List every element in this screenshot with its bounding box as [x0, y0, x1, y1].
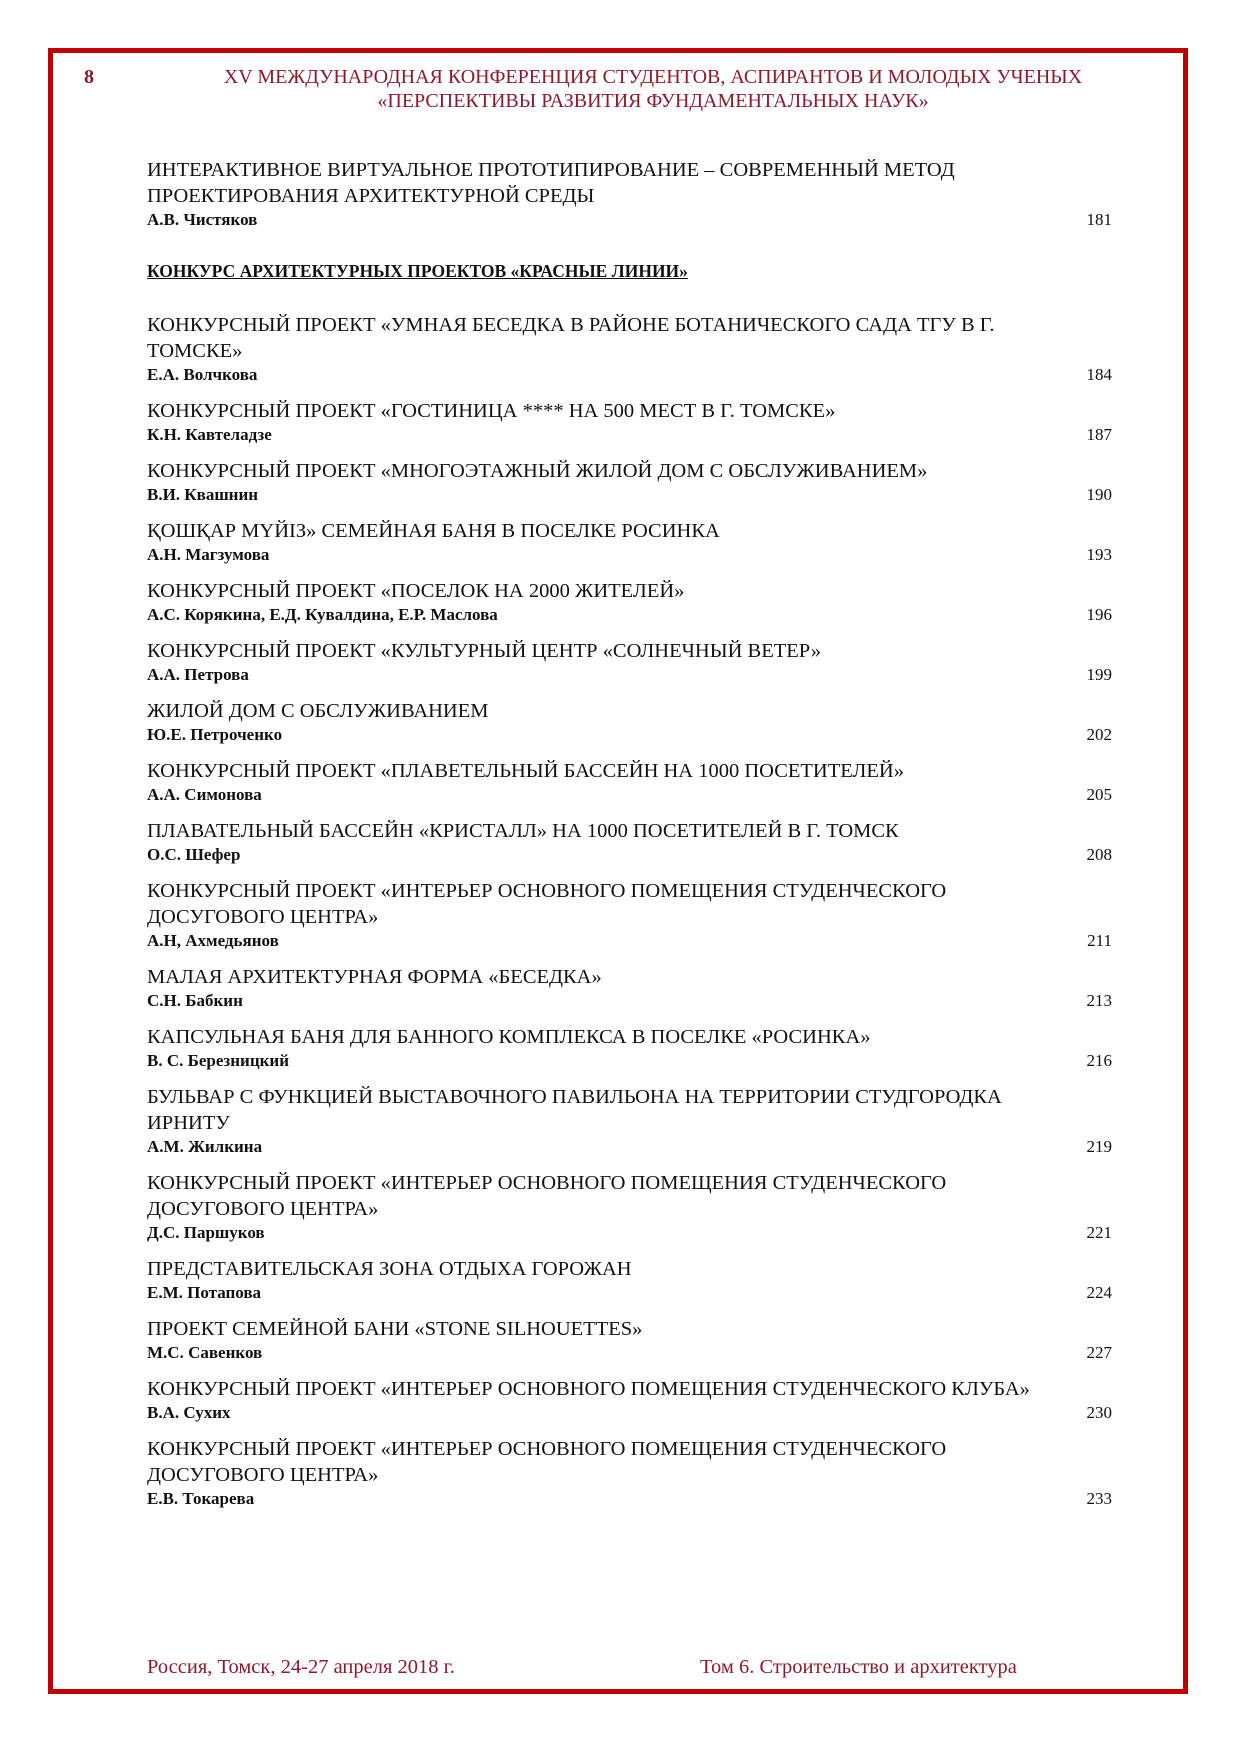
- entry-title: КОНКУРСНЫЙ ПРОЕКТ «МНОГОЭТАЖНЫЙ ЖИЛОЙ ДОМ С ОБСЛУЖИВАНИЕМ»: [147, 460, 928, 482]
- toc-entry[interactable]: [147, 638, 1112, 686]
- entry-author: Е.А. Волчкова: [147, 365, 258, 384]
- page-number: 8: [84, 66, 94, 88]
- entry-page: 224: [1086, 1283, 1112, 1302]
- entry-page: 221: [1086, 1223, 1112, 1242]
- entry-page: 190: [1086, 485, 1112, 504]
- entry-author: А.Н, Ахмедьянов: [147, 931, 279, 950]
- entry-author: К.Н. Кавтеладзе: [147, 425, 272, 444]
- entry-page: 211: [1087, 931, 1112, 950]
- entry-author: А.А. Петрова: [147, 665, 249, 684]
- toc-entry[interactable]: [147, 157, 1112, 231]
- entry-title: ЖИЛОЙ ДОМ С ОБСЛУЖИВАНИЕМ: [147, 700, 489, 722]
- entry-page: 205: [1086, 785, 1112, 804]
- entry-title: КОНКУРСНЫЙ ПРОЕКТ «ИНТЕРЬЕР ОСНОВНОГО ПОМЕЩЕНИЯ СТУДЕНЧЕСКОГО КЛУБА»: [147, 1378, 1030, 1400]
- entry-title: КОНКУРСНЫЙ ПРОЕКТ «ИНТЕРЬЕР ОСНОВНОГО ПОМЕЩЕНИЯ СТУДЕНЧЕСКОГО ДОСУГОВОГО ЦЕНТРА»: [147, 1438, 947, 1486]
- entry-title: ИНТЕРАКТИВНОЕ ВИРТУАЛЬНОЕ ПРОТОТИПИРОВАНИЕ – СОВРЕМЕННЫЙ МЕТОД ПРОЕКТИРОВАНИЯ АРХИТЕКТУРНОЙ СРЕДЫ: [147, 159, 955, 207]
- entry-author: В.А. Сухих: [147, 1403, 231, 1422]
- entry-page: 227: [1086, 1343, 1112, 1362]
- toc-entry[interactable]: [147, 458, 1112, 506]
- toc-entry[interactable]: [147, 518, 1112, 566]
- header-line-1: XV МЕЖДУНАРОДНАЯ КОНФЕРЕНЦИЯ СТУДЕНТОВ, АСПИРАНТОВ И МОЛОДЫХ УЧЕНЫХ: [223, 66, 1083, 88]
- entry-page: 219: [1086, 1137, 1112, 1156]
- toc-entry[interactable]: [147, 1170, 1112, 1244]
- entry-author: А.В. Чистяков: [147, 210, 258, 229]
- entry-title: БУЛЬВАР С ФУНКЦИЕЙ ВЫСТАВОЧНОГО ПАВИЛЬОНА НА ТЕРРИТОРИИ СТУДГОРОДКА ИРНИТУ: [147, 1086, 1002, 1134]
- entry-title: КОНКУРСНЫЙ ПРОЕКТ «ИНТЕРЬЕР ОСНОВНОГО ПОМЕЩЕНИЯ СТУДЕНЧЕСКОГО ДОСУГОВОГО ЦЕНТРА»: [147, 880, 947, 928]
- toc-entry[interactable]: [147, 398, 1112, 446]
- entry-title: ПЛАВАТЕЛЬНЫЙ БАССЕЙН «КРИСТАЛЛ» НА 1000 ПОСЕТИТЕЛЕЙ В Г. ТОМСК: [147, 820, 899, 842]
- entry-title: КОНКУРСНЫЙ ПРОЕКТ «УМНАЯ БЕСЕДКА В РАЙОНЕ БОТАНИЧЕСКОГО САДА ТГУ В Г. ТОМСКЕ»: [147, 314, 995, 362]
- header-line-2: «ПЕРСПЕКТИВЫ РАЗВИТИЯ ФУНДАМЕНТАЛЬНЫХ НАУК»: [377, 90, 929, 112]
- toc-entry[interactable]: [147, 1436, 1112, 1510]
- entry-title: МАЛАЯ АРХИТЕКТУРНАЯ ФОРМА «БЕСЕДКА»: [147, 966, 602, 988]
- entry-author: А.С. Корякина, Е.Д. Кувалдина, Е.Р. Маслова: [147, 605, 498, 624]
- entry-page: 193: [1086, 545, 1112, 564]
- toc-entry[interactable]: [147, 1084, 1112, 1158]
- entry-page: 233: [1086, 1489, 1112, 1508]
- toc-entry[interactable]: [147, 964, 1112, 1012]
- entry-page: 213: [1086, 991, 1112, 1010]
- entry-title: КОНКУРСНЫЙ ПРОЕКТ «ИНТЕРЬЕР ОСНОВНОГО ПОМЕЩЕНИЯ СТУДЕНЧЕСКОГО ДОСУГОВОГО ЦЕНТРА»: [147, 1172, 947, 1220]
- entry-title: КОНКУРСНЫЙ ПРОЕКТ «ПОСЕЛОК НА 2000 ЖИТЕЛЕЙ»: [147, 580, 685, 602]
- entry-author: А.Н. Магзумова: [147, 545, 270, 564]
- toc-entry[interactable]: [147, 1024, 1112, 1072]
- toc-entry[interactable]: [147, 312, 1112, 386]
- toc-entry[interactable]: [147, 578, 1112, 626]
- entry-page: 196: [1086, 605, 1112, 624]
- entry-page: 181: [1086, 210, 1112, 229]
- entry-page: 184: [1086, 365, 1112, 384]
- toc-entry[interactable]: [147, 818, 1112, 866]
- section-title: КОНКУРС АРХИТЕКТУРНЫХ ПРОЕКТОВ «КРАСНЫЕ ЛИНИИ»: [147, 261, 688, 281]
- entry-page: 187: [1086, 425, 1112, 444]
- toc-entry[interactable]: [147, 878, 1112, 952]
- entry-author: О.С. Шефер: [147, 845, 241, 864]
- entry-title: КОНКУРСНЫЙ ПРОЕКТ «ПЛАВЕТЕЛЬНЫЙ БАССЕЙН НА 1000 ПОСЕТИТЕЛЕЙ»: [147, 760, 904, 782]
- entry-author: Д.С. Паршуков: [147, 1223, 265, 1242]
- entry-author: Е.В. Токарева: [147, 1489, 255, 1508]
- entry-list: [147, 312, 1112, 1510]
- entry-title: КОНКУРСНЫЙ ПРОЕКТ «КУЛЬТУРНЫЙ ЦЕНТР «СОЛНЕЧНЫЙ ВЕТЕР»: [147, 640, 821, 662]
- running-header: [150, 65, 1156, 113]
- entry-author: Ю.Е. Петроченко: [147, 725, 283, 744]
- footer-volume: Том 6. Строительство и архитектура: [700, 1656, 1017, 1678]
- table-of-contents: [147, 157, 1112, 1510]
- footer-location-date: Россия, Томск, 24-27 апреля 2018 г.: [147, 1656, 455, 1678]
- entry-page: 199: [1086, 665, 1112, 684]
- toc-entry[interactable]: [147, 1256, 1112, 1304]
- entry-page: 230: [1086, 1403, 1112, 1422]
- entry-title: ПРОЕКТ СЕМЕЙНОЙ БАНИ «STONE SILHOUETTES»: [147, 1318, 643, 1340]
- entry-author: Е.М. Потапова: [147, 1283, 262, 1302]
- toc-entry[interactable]: [147, 698, 1112, 746]
- entry-author: А.А. Симонова: [147, 785, 262, 804]
- toc-entry[interactable]: [147, 1376, 1112, 1424]
- entry-page: 208: [1086, 845, 1112, 864]
- entry-author: В. С. Березницкий: [147, 1051, 290, 1070]
- toc-entry[interactable]: [147, 1316, 1112, 1364]
- entry-author: М.С. Савенков: [147, 1343, 263, 1362]
- entry-title: ҚОШҚАР МҮЙІЗ» СЕМЕЙНАЯ БАНЯ В ПОСЕЛКЕ РОСИНКА: [147, 520, 720, 542]
- entry-page: 202: [1086, 725, 1112, 744]
- entry-title: КАПСУЛЬНАЯ БАНЯ ДЛЯ БАННОГО КОМПЛЕКСА В ПОСЕЛКЕ «РОСИНКА»: [147, 1026, 871, 1048]
- entry-author: В.И. Квашнин: [147, 485, 259, 504]
- entry-author: С.Н. Бабкин: [147, 991, 243, 1010]
- toc-entry[interactable]: [147, 758, 1112, 806]
- entry-page: 216: [1086, 1051, 1112, 1070]
- entry-author: А.М. Жилкина: [147, 1137, 263, 1156]
- entry-title: ПРЕДСТАВИТЕЛЬСКАЯ ЗОНА ОТДЫХА ГОРОЖАН: [147, 1258, 632, 1280]
- entry-title: КОНКУРСНЫЙ ПРОЕКТ «ГОСТИНИЦА **** НА 500 МЕСТ В Г. ТОМСКЕ»: [147, 400, 836, 422]
